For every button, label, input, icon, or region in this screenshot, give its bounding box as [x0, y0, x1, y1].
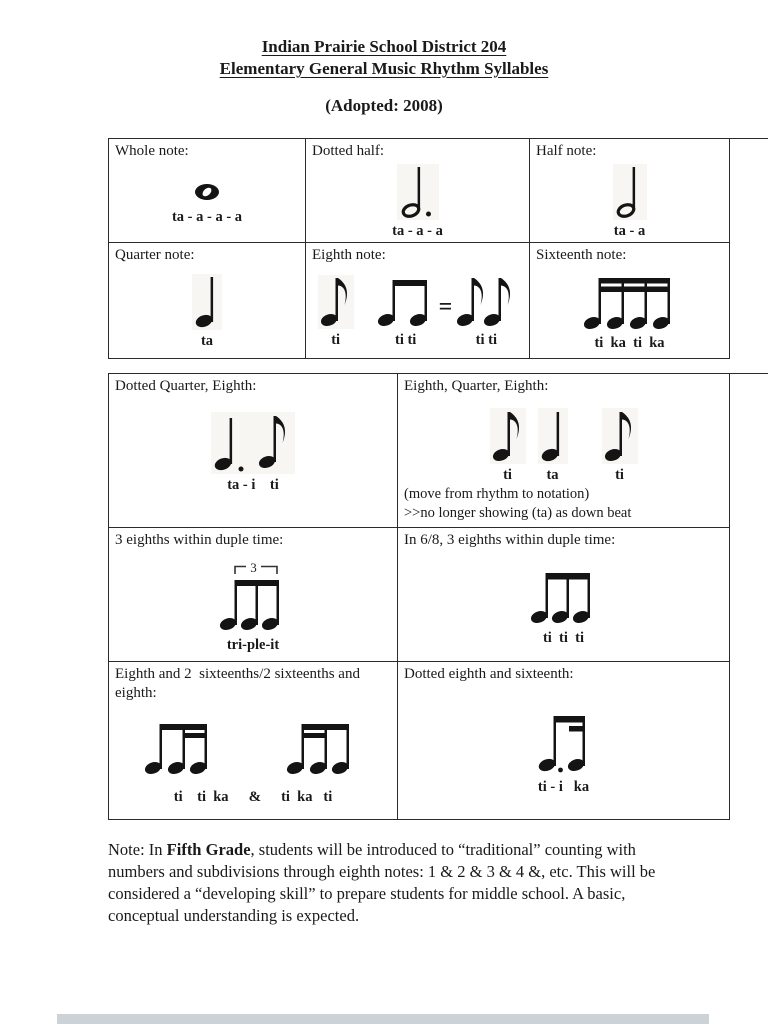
cell-quarter-note	[109, 243, 306, 359]
syllable-label: ti	[331, 331, 341, 348]
quarter-note-figure	[538, 408, 568, 464]
cell-label: Dotted Quarter, Eighth:	[115, 378, 257, 394]
title-line-1: Indian Prairie School District 204	[261, 37, 507, 56]
syllable-label: ta - i ti	[227, 477, 279, 493]
cell-label: Dotted half:	[312, 143, 385, 159]
single-eighth-note-figure	[318, 275, 354, 329]
ampersand-label: &	[248, 789, 262, 805]
dotted-half-note-figure	[397, 164, 439, 220]
note-values-table	[108, 138, 768, 359]
cell-six-eight-eighths	[398, 528, 730, 662]
cell-triplet	[109, 528, 398, 662]
syllable-label: ta	[200, 332, 214, 349]
cell-label: Dotted eighth and sixteenth:	[404, 666, 574, 682]
beamed-eighth-pair-figure	[376, 275, 436, 329]
footnote-body: , students will be introduced to “traditional” counting with numbers and subdivisions through eighth notes: 1 & 2 & 3 & 4 &, etc. This will be considered a “developing skill” to prepare students for middle school. A basic, conceptual understanding is expected.	[108, 840, 656, 925]
whole-note-figure	[184, 178, 230, 206]
syllable-label: ti ti ka	[173, 789, 229, 805]
syllable-label: ta - a - a - a	[171, 208, 243, 225]
syllable-label: ti	[503, 467, 512, 483]
cell-eighth-and-sixteenths	[109, 662, 398, 820]
cell-dotted-half	[306, 139, 530, 243]
syllable-label: ti ti	[394, 331, 417, 348]
cell-eighth-note	[306, 243, 530, 359]
syllable-label: ti	[615, 467, 624, 483]
next-page-edge	[57, 1014, 709, 1024]
syllable-label: ti ti	[475, 331, 498, 348]
cell-label: Quarter note:	[115, 247, 195, 263]
footnote-prefix: Note: In	[108, 840, 167, 859]
title-line-2: Elementary General Music Rhythm Syllables	[219, 59, 549, 78]
cell-label: Whole note:	[115, 143, 189, 159]
syllable-label: ti ka ti	[281, 789, 333, 805]
cell-dotted-quarter-eighth	[109, 374, 398, 528]
dotted-eighth-sixteenth-figure	[536, 708, 592, 776]
cell-dotted-eighth-sixteenth	[398, 662, 730, 820]
triplet-figure	[214, 558, 292, 634]
cell-label: Eighth and 2 sixteenths/2 sixteenths and eighth:	[115, 666, 364, 701]
rhythm-patterns-table	[108, 373, 768, 820]
eighth-two-sixteenths-figure	[143, 716, 221, 778]
half-note-figure	[613, 164, 647, 220]
three-beamed-eighths-figure	[525, 565, 603, 627]
two-flagged-eighths-figure	[455, 275, 517, 329]
syllable-label: tri-ple-it	[226, 636, 280, 653]
cell-note-lines	[398, 485, 729, 527]
cell-sixteenth-note	[530, 243, 730, 359]
cell-label: 3 eighths within duple time:	[115, 532, 284, 548]
cell-label: Sixteenth note:	[536, 247, 627, 263]
cell-whole-note	[109, 139, 306, 243]
syllable-label: ta - a - a	[392, 222, 443, 239]
adopted-line: (Adopted: 2008)	[325, 96, 443, 115]
eighth-note-figure	[602, 408, 638, 464]
cell-label: Half note:	[536, 143, 597, 159]
footnote-paragraph	[108, 839, 690, 927]
equals-sign: =	[438, 293, 453, 320]
note-line: >>no longer showing (ta) as down beat	[404, 505, 632, 521]
tuplet-number: 3	[250, 559, 257, 575]
four-sixteenths-figure	[582, 272, 678, 332]
cell-label: Eighth note:	[312, 247, 386, 263]
two-sixteenths-eighth-figure	[285, 716, 363, 778]
dotted-quarter-eighth-figure	[211, 412, 295, 474]
cell-eighth-quarter-eighth	[398, 374, 730, 528]
syllable-label: ta	[546, 467, 559, 483]
note-line: (move from rhythm to notation)	[404, 486, 590, 502]
cell-half-note	[530, 139, 730, 243]
syllable-label: ta - a	[613, 222, 646, 239]
cell-label: In 6/8, 3 eighths within duple time:	[404, 532, 616, 548]
quarter-note-figure	[192, 274, 222, 330]
document-header	[0, 36, 768, 80]
syllable-label: ti ti ti	[542, 629, 585, 646]
cell-label: Eighth, Quarter, Eighth:	[404, 378, 549, 394]
syllable-label: ti ka ti ka	[594, 334, 665, 351]
syllable-label: ti - i ka	[537, 778, 590, 795]
footnote-bold: Fifth Grade	[166, 840, 251, 859]
eighth-note-figure	[490, 408, 526, 464]
